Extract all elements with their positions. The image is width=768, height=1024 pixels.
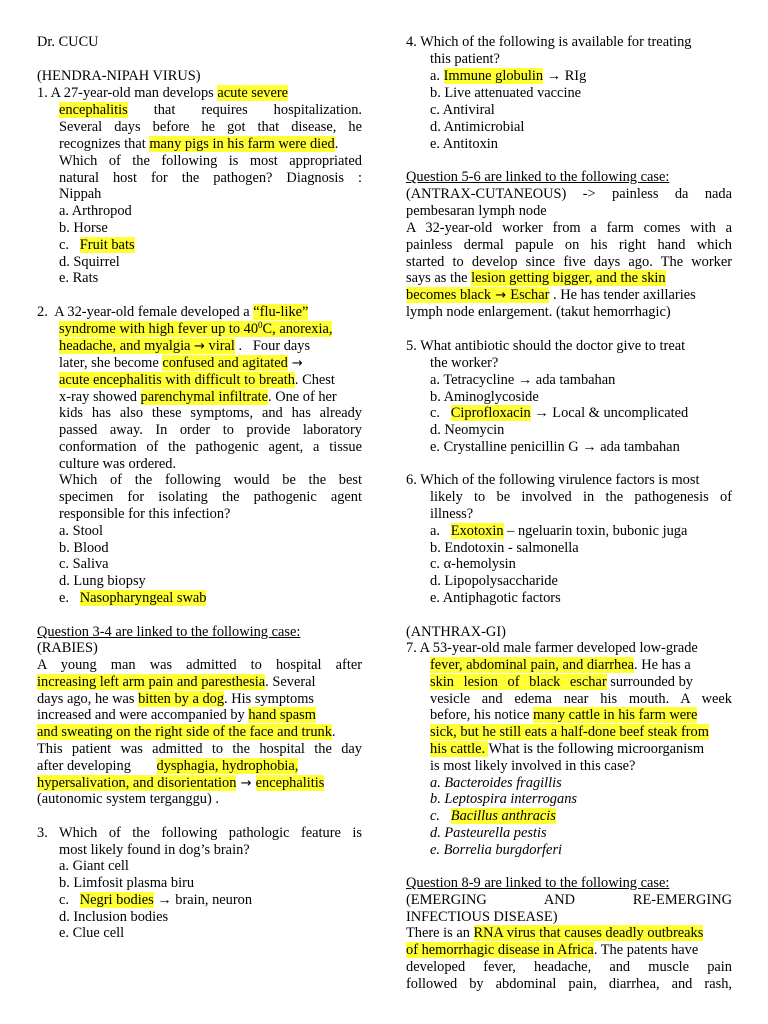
q2-option-b: b. Blood (59, 540, 109, 556)
case-8-9-line-5: developed fever, headache, and muscle pain (406, 959, 732, 975)
case-8-9-line-3: There is an RNA virus that causes deadly outbreaks (406, 925, 704, 941)
q4-option-e: e. Antitoxin (430, 136, 498, 152)
q6-line-2: likely to be involved in the pathogenesis of (430, 489, 732, 505)
q1-line-5: Which of the following is most appropriated (59, 153, 362, 169)
case-8-9-line-1: (EMERGING AND RE-EMERGING (406, 892, 732, 908)
q2-line-8: passed away. In order to provide laboratory (59, 422, 362, 438)
q6-option-c: c. α-hemolysin (430, 556, 516, 572)
highlight: Bacillus anthracis (450, 808, 556, 824)
q5-option-d: d. Neomycin (430, 422, 505, 438)
case-8-9-line-2: INFECTIOUS DISEASE) (406, 909, 558, 925)
section-hendra-nipah: (HENDRA-NIPAH VIRUS) (37, 68, 201, 84)
q1-line-6: natural host for the pathogen? Diagnosis : (59, 170, 362, 186)
q5-option-c: c. Ciprofloxacin → Local & uncomplicated (430, 405, 689, 421)
q2-line-6: x-ray showed parenchymal infiltrate. One of her (59, 389, 337, 405)
q7-line-4: vesicle and edema near his mouth. A week (430, 691, 732, 707)
highlight: Nasopharyngeal swab (79, 590, 207, 606)
q7-option-b: b. Leptospira interrogans (430, 791, 577, 807)
q2-option-c: c. Saliva (59, 556, 109, 572)
q1-line-4: recognizes that many pigs in his farm were died. (59, 136, 339, 152)
q1-option-a: a. Arthropod (59, 203, 132, 219)
case-5-6-line-6: says as the lesion getting bigger, and the skin (406, 270, 666, 286)
q2-option-e: e. Nasopharyngeal swab (59, 590, 207, 606)
case-3-4-line-5: and sweating on the right side of the face and trunk. (37, 724, 336, 740)
q4-option-b: b. Live attenuated vaccine (430, 85, 582, 101)
case-5-6-line-1: (ANTRAX-CUTANEOUS) -> painless da nada (406, 186, 732, 202)
q1-line-1: 1. A 27-year-old man develops acute severe (37, 85, 289, 101)
arrow-icon: → (491, 288, 511, 303)
q5-option-e: e. Crystalline penicillin G → ada tambahan (430, 439, 680, 455)
q7-option-c: c. Bacillus anthracis (430, 808, 556, 824)
highlight: Immune globulin (443, 68, 544, 84)
q6-option-a: a. Exotoxin – ngeluarin toxin, bubonic juga (430, 523, 688, 539)
q3-line-1: 3. Which of the following pathologic feature is (37, 825, 362, 841)
q4-line-2: this patient? (430, 51, 500, 67)
arrow-icon: → (287, 356, 303, 371)
q5-line-1: 5. What antibiotic should the doctor give to treat (406, 338, 686, 354)
q3-option-a: a. Giant cell (59, 858, 129, 874)
q5-line-2: the worker? (430, 355, 499, 371)
q3-option-d: d. Inclusion bodies (59, 909, 169, 925)
highlight: hand spasm (248, 707, 316, 723)
highlight: Negri bodies (79, 892, 154, 908)
q1-option-d: d. Squirrel (59, 254, 120, 270)
q1-option-e: e. Rats (59, 270, 99, 286)
case-3-4-line-7: after developing dysphagia, hydrophobia, (37, 758, 299, 774)
case-3-4-line-1: A young man was admitted to hospital after (37, 657, 362, 673)
highlight: encephalitis (255, 775, 325, 791)
q7-option-e: e. Borrelia burgdorferi (430, 842, 563, 858)
highlight: parenchymal infiltrate (140, 389, 268, 405)
highlight: syndrome with high fever up to $40^0C$, anorexia, (59, 320, 333, 337)
highlight: acute encephalitis with difficult to breath (59, 372, 295, 388)
q7-line-5: before, his notice many cattle in his farm were (430, 707, 698, 723)
q2-line-4: later, she become confused and agitated → (59, 355, 303, 371)
q6-option-e: e. Antiphagotic factors (430, 590, 561, 606)
q1-option-c: c. Fruit bats (59, 237, 135, 253)
case-5-6-heading: Question 5-6 are linked to the following case: (406, 169, 670, 185)
q3-option-e: e. Clue cell (59, 925, 125, 941)
q2-option-a: a. Stool (59, 523, 103, 539)
highlight: and sweating on the right side of the face and trunk (37, 724, 332, 740)
highlight: Fruit bats (79, 237, 135, 253)
q7-line-1: 7. A 53-year-old male farmer developed low-grade (406, 640, 698, 656)
q2-option-d: d. Lung biopsy (59, 573, 146, 589)
highlight: “flu-like” (253, 304, 309, 320)
highlight: increasing left arm pain and paresthesia (37, 674, 266, 690)
highlight: Ciprofloxacin (450, 405, 531, 421)
q2-line-2 (59, 321, 332, 338)
case-3-4-line-2: increasing left arm pain and paresthesia. Several (37, 674, 316, 690)
highlight: skin lesion of black eschar (430, 674, 607, 690)
q2-line-11: Which of the following would be the best (59, 472, 362, 488)
case-3-4-line-3: days ago, he was bitten by a dog. His symptoms (37, 691, 315, 707)
highlight: many pigs in his farm were died (149, 136, 335, 152)
q2-line-13: responsible for this infection? (59, 506, 231, 522)
highlight: acute severe (217, 85, 289, 101)
highlight: many cattle in his farm were (533, 707, 698, 723)
q4-option-c: c. Antiviral (430, 102, 495, 118)
q7-line-2: fever, abdominal pain, and diarrhea. He has a (430, 657, 691, 673)
q3-option-b: b. Limfosit plasma biru (59, 875, 195, 891)
highlight: his cattle. (430, 741, 489, 757)
q2-line-7: kids has also these symptoms, and has already (59, 405, 362, 421)
q4-line-1: 4. Which of the following is available for treating (406, 34, 692, 50)
case-3-4-line-6: This patient was admitted to the hospital the day (37, 741, 362, 757)
case-8-9-line-6: followed by abdominal pain, diarrhea, and rash, (406, 976, 732, 992)
q2-line-3: headache, and myalgia → viral . Four days (59, 338, 311, 354)
case-5-6-line-4: painless dermal papule on his right hand which (406, 237, 732, 253)
arrow-icon: → (236, 776, 256, 791)
q3-option-c: c. Negri bodies → brain, neuron (59, 892, 253, 908)
q2-line-1: 2. A 32-year-old female developed a “flu-like” (37, 304, 309, 320)
q2-line-5: acute encephalitis with difficult to breath. Chest (59, 372, 335, 388)
highlight: RNA virus that causes deadly outbreaks (473, 925, 704, 941)
case-3-4-heading: Question 3-4 are linked to the following case: (37, 624, 301, 640)
highlight: dysphagia, hydrophobia, (156, 758, 299, 774)
case-5-6-line-8: lymph node enlargement. (takut hemorrhagic) (406, 304, 671, 320)
case-5-6-line-7: becomes black → Eschar . He has tender axillaries (406, 287, 696, 303)
highlight: encephalitis (59, 102, 128, 118)
q6-line-3: illness? (430, 506, 474, 522)
highlight: bitten by a dog (138, 691, 225, 707)
case-5-6-line-2: pembesaran lymph node (406, 203, 547, 219)
highlight: sick, but he still eats a half-done beef steak from (430, 724, 709, 740)
author-line: Dr. CUCU (37, 34, 99, 50)
q6-option-d: d. Lipopolysaccharide (430, 573, 558, 589)
q5-option-b: b. Aminoglycoside (430, 389, 539, 405)
highlight: fever, abdominal pain, and diarrhea (430, 657, 634, 673)
case-8-9-line-4: of hemorrhagic disease in Africa. The patents have (406, 942, 699, 958)
q7-line-3: skin lesion of black eschar surrounded by (430, 674, 693, 690)
q6-option-b: b. Endotoxin - salmonella (430, 540, 579, 556)
highlight: hypersalivation, and disorientation (37, 775, 237, 791)
case-3-4-line-4: increased and were accompanied by hand spasm (37, 707, 316, 723)
arrow-icon: → (194, 339, 205, 354)
q7-line-7: his cattle. What is the following microorganism (430, 741, 705, 757)
case-3-4-line-9: (autonomic system terganggu) . (37, 791, 219, 807)
q1-line-3: Several days before he got that disease, he (59, 119, 362, 135)
q7-line-6 (430, 724, 709, 741)
highlight: lesion getting bigger, and the skin (471, 270, 666, 286)
q1-line-7: Nippah (59, 186, 102, 202)
case-3-4-label: (RABIES) (37, 640, 98, 656)
q7-option-d: d. Pasteurella pestis (430, 825, 547, 841)
q3-line-2: most likely found in dog’s brain? (59, 842, 250, 858)
q4-option-d: d. Antimicrobial (430, 119, 525, 135)
q6-line-1: 6. Which of the following virulence factors is most (406, 472, 700, 488)
case-5-6-line-5: started to develop since five days ago. The worker (406, 254, 732, 270)
q2-line-12: specimen for isolating the pathogenic agent (59, 489, 362, 505)
q7-option-a: a. Bacteroides fragillis (430, 775, 562, 791)
q7-line-8: is most likely involved in this case? (430, 758, 636, 774)
q7-label: (ANTHRAX-GI) (406, 624, 506, 640)
q2-line-9: conformation of the pathogenic agent, a tissue (59, 439, 362, 455)
q5-option-a: a. Tetracycline → ada tambahan (430, 372, 616, 388)
case-8-9-heading: Question 8-9 are linked to the following case: (406, 875, 670, 891)
q1-option-b: b. Horse (59, 220, 108, 236)
highlight: confused and agitated (162, 355, 288, 371)
highlight: of hemorrhagic disease in Africa (406, 942, 594, 958)
case-5-6-line-3: A 32-year-old worker from a farm comes with a (406, 220, 732, 236)
highlight: becomes black → Eschar (406, 287, 550, 303)
highlight: headache, and myalgia → viral (59, 338, 235, 354)
q4-option-a: a. Immune globulin → RIg (430, 68, 587, 84)
q2-line-10: culture was ordered. (59, 456, 177, 472)
highlight: Exotoxin (450, 523, 504, 539)
q1-line-2: encephalitis that requires hospitalization. (59, 102, 362, 118)
